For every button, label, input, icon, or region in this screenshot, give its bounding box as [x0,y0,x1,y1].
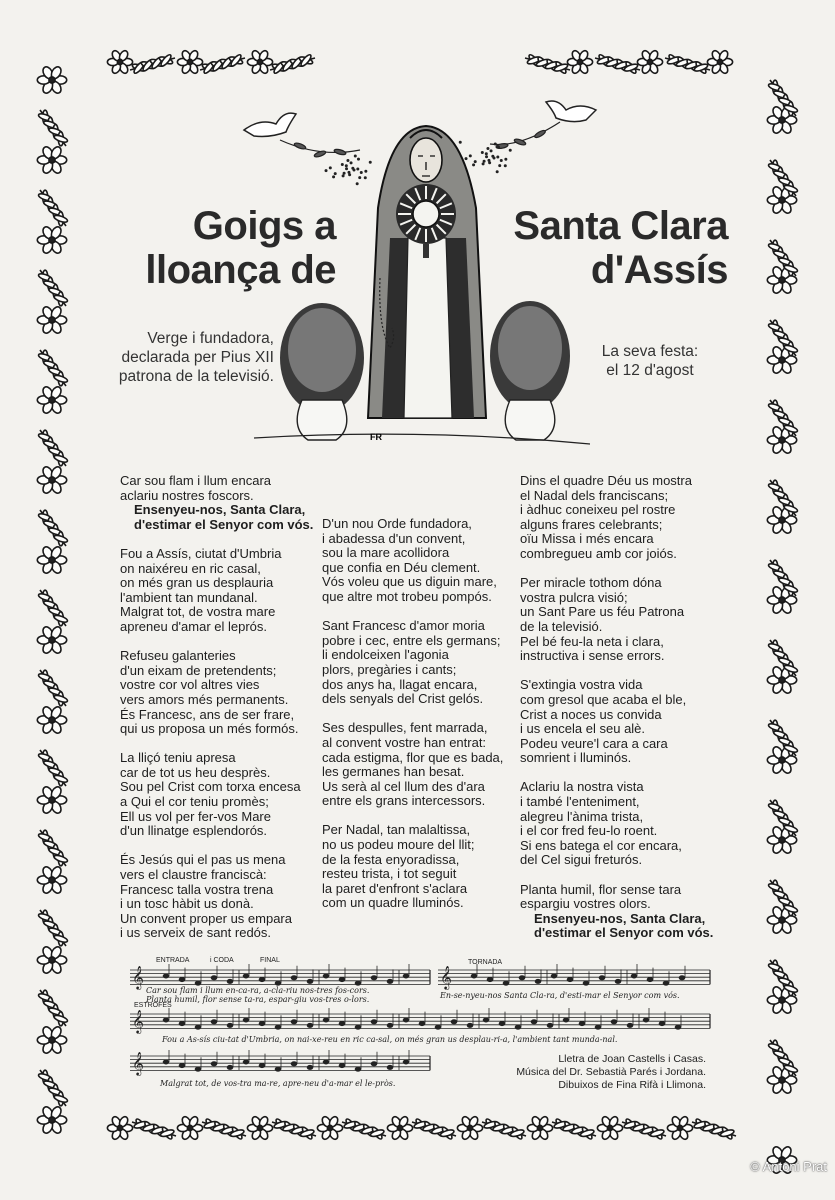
stanza [520,883,720,941]
border-leaf-branch [525,53,570,74]
verse-line: Un convent proper us empara [120,910,292,926]
verse-line: vostre cor vol altres vies [120,677,260,693]
border-leaf-branch [692,1118,736,1141]
border-flower-icon [37,1105,66,1135]
verse-line: alegreu l'ànima trista, [520,808,644,824]
title-right-line2: d'Assís [590,248,728,292]
stanza [520,576,720,664]
music-lyric-a: Car sou flam i llum en-ca-ra, a-cla-riu nos-tres fos-cors. [146,986,370,995]
verse-line: aclariu nostres foscors. [120,487,254,503]
verse-line: a Qui el cor teniu promès; [120,794,269,810]
border-flower-icon [37,385,66,415]
refrain-line: Ensenyeu-nos, Santa Clara, [134,502,306,518]
stanza [120,474,320,532]
verse-line: pobre i cec, entre els germans; [322,632,501,648]
svg-text:𝄞: 𝄞 [132,965,144,989]
border-leaf-branch [412,1118,456,1141]
border-leaf-branch [38,910,69,946]
verse-line: somrient i lluminós. [520,750,632,766]
verse-line: Sou pel Crist com torxa encesa [120,779,301,795]
music-lyric-b: Planta humil, flor sense ta-ra, espar-giu vos-tres o-lors. [146,995,370,1004]
border-flower-icon [457,1115,482,1140]
border-flower-icon [37,545,66,575]
border-flower-icon [527,1115,552,1140]
verse-line: Dins el quadre Déu us mostra [520,473,692,488]
border-leaf-branch [38,110,69,146]
border-leaf-branch [38,670,69,706]
stanza [120,853,320,941]
border-leaf-branch [270,53,315,74]
border-leaf-branch [38,830,69,866]
verse-line: dos anys ha, llagat encara, [322,676,478,692]
stanza [322,721,512,809]
verse-line: entre els grans intercessors. [322,793,486,809]
verse-line: plors, pregàries i cants; [322,661,457,677]
verse-line: Ses despulles, fent marrada, [322,720,488,736]
verse-line: Sant Francesc d'amor moria [322,618,485,634]
verse-line: que altre mot trobeu pompós. [322,588,492,604]
refrain-line: Ensenyeu-nos, Santa Clara, [534,910,706,926]
stanza [520,474,720,562]
verse-line: com un quadre lluminós. [322,895,464,911]
border-leaf-branch [342,1118,386,1141]
credit-line: Música del Dr. Sebastià Parés i Jordana. [516,1066,706,1078]
border-flower-icon [177,1115,202,1140]
verse-column-3 [520,474,720,956]
border-flower-icon [637,49,662,74]
verse-line: no us podeu moure del llit; [322,837,475,853]
verse-line: Francesc talla vostra trena [120,881,274,897]
border-leaf-branch [38,990,69,1026]
verse-line: el Nadal dels franciscans; [520,487,669,503]
border-leaf-branch [38,510,69,546]
verse-line: un Sant Pare us féu Patrona [520,604,685,620]
border-leaf-branch [595,53,640,74]
verse-line: de la festa enyoradissa, [322,851,460,867]
music-lyric-estrofa1: Fou a As-sís ciu-tat d'Umbria, on nai-xe-reu en ric ca-sal, on més gran us desplau-ri-a, l'ambient tant munda-nal. [162,1035,618,1044]
stanza [120,547,320,635]
border-leaf-branch [622,1118,666,1141]
svg-text:𝄞: 𝄞 [132,1051,144,1075]
border-leaf-branch [38,590,69,626]
stanza [120,751,320,839]
verse-line: vostra pulcra visió; [520,589,628,605]
music-lyric-tornada: En-se-nyeu-nos Santa Cla-ra, d'esti-mar el Senyor com vós. [440,991,680,1000]
border-flower-icon [37,945,66,975]
border-leaf-branch [38,1070,69,1106]
verse-line: espargiu vostres olors. [520,896,651,912]
border-flower-icon [317,1115,342,1140]
border-leaf-branch [38,270,69,306]
verse-line: instructiva i sense errors. [520,648,665,664]
border-flower-icon [597,1115,622,1140]
border-flower-icon [567,49,592,74]
subtitle-left-line: Verge i fundadora, [147,330,274,347]
stanza [520,780,720,868]
border-leaf-branch [272,1118,316,1141]
verse-line: oïu Missa i més encara [520,531,654,547]
border-leaf-branch [38,350,69,386]
subtitle-right-line: el 12 d'agost [606,362,694,379]
verse-line: combregueu amb cor joiós. [520,545,677,561]
verse-line: D'un nou Orde fundadora, [322,516,472,531]
stanza [322,823,512,911]
verse-line: Per Nadal, tan malaltissa, [322,822,471,838]
credit-line: Dibuixos de Fina Rifà i Llimona. [558,1079,706,1091]
border-flower-icon [37,465,66,495]
border-flower-icon [37,785,66,815]
credits [470,1053,706,1092]
border-leaf-branch [38,430,69,466]
border-leaf-branch [130,53,175,74]
verse-line: la paret d'enfront s'aclara [322,880,468,896]
verse-line: Ell us vol per fer-vos Mare [120,808,271,824]
border-leaf-branch [552,1118,596,1141]
verse-line: Refuseu galanteries [120,648,236,664]
stanza [322,517,512,605]
svg-text:𝄞: 𝄞 [440,965,452,989]
verse-line: La lliçó teniu apresa [120,750,236,766]
verse-line: Planta humil, flor sense tara [520,881,682,897]
border-flower-icon [177,49,202,74]
verse-line: Malgrat tot, de vostra mare [120,604,276,620]
border-flower-icon [37,625,66,655]
verse-line: apreneu d'amar el leprós. [120,618,268,634]
verse-line: qui us proposa un més formós. [120,721,299,737]
verse-line: de la televisió. [520,618,603,634]
verse-line: Pel bé feu-la neta i clara, [520,633,664,649]
subtitle-right [585,342,715,380]
verse-column-2 [322,517,512,926]
svg-text:𝄞: 𝄞 [132,1009,144,1033]
border-flower-icon [37,65,66,95]
verse-line: dels senyals del Crist gelós. [322,691,484,707]
credit-line: Lletra de Joan Castells i Casas. [558,1053,706,1065]
border-leaf-branch [482,1118,526,1141]
border-leaf-branch [38,190,69,226]
verse-line: d'un llinatge esplendorós. [120,823,268,839]
saint-figure [368,126,486,418]
verse-line: del Cel sigui freturós. [520,852,643,868]
refrain-line: d'estimar el Senyor com vós. [134,516,314,532]
border-leaf-branch [38,750,69,786]
verse-line: li endolceixen l'agonia [322,647,449,663]
verse-line: Aclariu la nostra vista [520,779,644,795]
border-flower-icon [37,305,66,335]
verse-line: S'extingia vostra vida [520,677,643,693]
verse-line: Si ens batega el cor encara, [520,837,682,853]
verse-line: i us encela el seu alè. [520,721,646,737]
border-flower-icon [107,49,132,74]
verse-line: És Jesús qui el pas us mena [120,852,286,868]
verse-line: on més gran us desplauria [120,575,274,591]
verse-line: que confia en Déu clement. [322,559,481,575]
stanza [520,678,720,766]
verse-line: Fou a Assís, ciutat d'Umbria [120,545,282,561]
verse-line: sou la mare acollidora [322,545,450,561]
border-flower-icon [107,1115,132,1140]
music-label-estrofes: ESTROFES [134,1002,172,1009]
verse-line: i abadessa d'un convent, [322,530,466,546]
saint-clare-illustration [240,88,600,458]
border-flower-icon [247,1115,272,1140]
music-label-entrada: ENTRADA [156,957,190,964]
border-flower-icon [387,1115,412,1140]
title-left-line2: lloança de [145,248,336,292]
verse-line: com gresol que acaba el ble, [520,691,687,707]
subtitle-left-line: declarada per Pius XII [121,349,274,366]
verse-line: les germanes han besat. [322,764,465,780]
verse-line: Podeu veure'l cara a cara [520,735,668,751]
dove-left-icon [244,113,296,136]
verse-line: vers amors més permanents. [120,691,289,707]
music-label-final: FINAL [260,957,280,964]
verse-column-1 [120,474,320,956]
illustration-signature: FR [370,432,382,442]
verse-line: És Francesc, ans de ser frare, [120,706,295,722]
verse-line: Car sou flam i llum encara [120,473,271,488]
verse-line: i el cor fred feu-lo roent. [520,823,658,839]
verse-line: d'un eixam de pretendents; [120,662,277,678]
verse-line: i àdhuc coneixeu pel rostre [520,502,676,518]
music-label-coda: i CODA [210,957,234,964]
verse-line: Crist a noces us convida [520,706,662,722]
flower-vase-left [280,303,364,440]
border-flower-icon [37,865,66,895]
verse-line: vers el claustre franciscà: [120,867,267,883]
border-leaf-branch [200,53,245,74]
verse-line: i un tosc hàbit us donà. [120,896,254,912]
music-lyric-estrofa2: Malgrat tot, de vos-tra ma-re, apre-neu d'a-mar el le-pròs. [160,1079,396,1088]
flower-vase-right [490,301,570,440]
subtitle-left-line: patrona de la televisió. [118,368,274,385]
border-leaf-branch [665,53,710,74]
verse-line: on naixéreu en ric casal, [120,560,261,576]
border-flower-icon [37,1025,66,1055]
border-flower-icon [37,145,66,175]
border-leaf-branch [202,1118,246,1141]
copyright-watermark: © Antoni Prat [750,1159,827,1174]
subtitle-right-line: La seva festa: [601,343,699,360]
border-flower-icon [247,49,272,74]
verse-line: l'ambient tan mundanal. [120,589,258,605]
border-flower-icon [37,705,66,735]
title-left-line1: Goigs a [192,204,336,248]
verse-line: Vós voleu que us diguin mare, [322,574,497,590]
border-flower-icon [37,225,66,255]
verse-line: Per miracle tothom dóna [520,575,662,591]
dove-right-icon [546,101,596,122]
verse-line: cada estigma, flor que es bada, [322,749,504,765]
border-leaf-branch [132,1118,176,1141]
music-label-tornada: TORNADA [468,959,503,966]
verse-line: al convent vostre han entrat: [322,734,487,750]
verse-line: car de tot us heu desprès. [120,764,271,780]
verse-line: i també l'enteniment, [520,794,640,810]
border-flower-icon [707,49,732,74]
verse-line: resteu trista, i tot seguit [322,866,457,882]
stanza [120,649,320,737]
refrain-line: d'estimar el Senyor com vós. [534,925,714,941]
verse-line: i us serveix de sant redós. [120,925,272,941]
verse-line: alguns frares celebrants; [520,516,663,532]
stanza [322,619,512,707]
border-flower-icon [667,1115,692,1140]
title-right-line1: Santa Clara [513,204,728,248]
verse-line: Us serà al cel llum des d'ara [322,778,485,794]
